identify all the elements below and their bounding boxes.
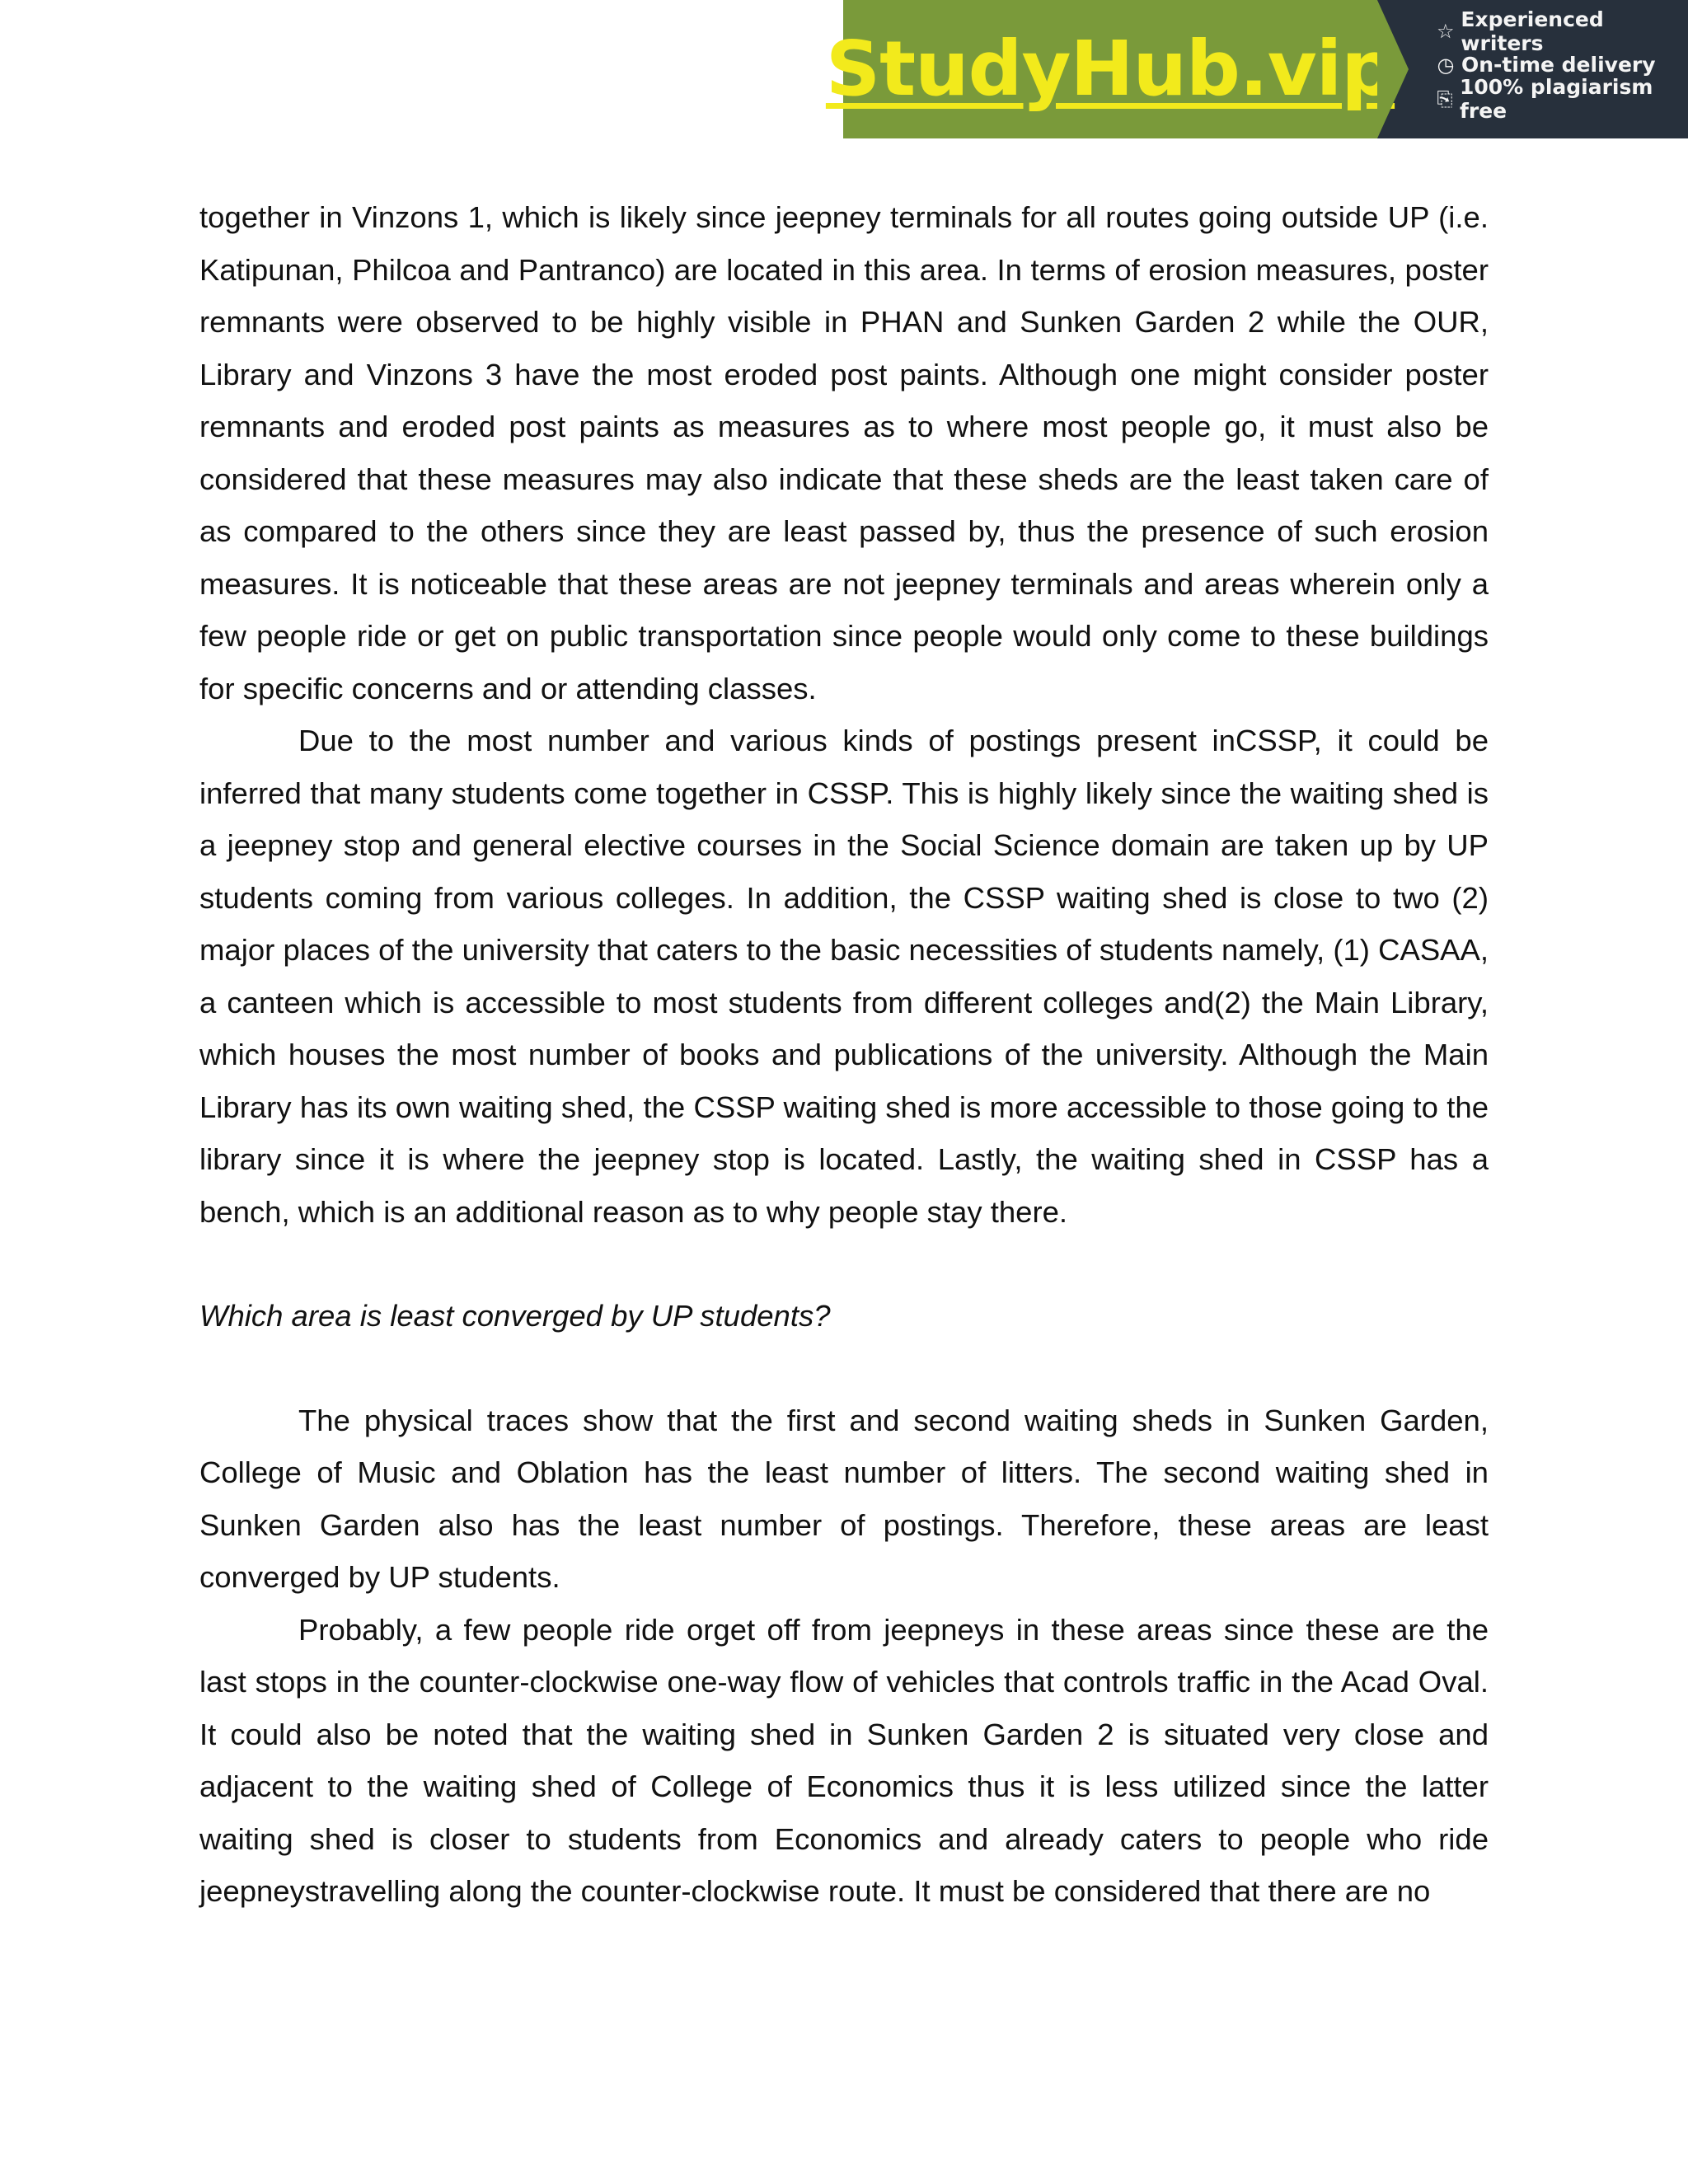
paragraph-cssp: Due to the most number and various kinds of postings present inCSSP, it could be inferred that many students come together in CSSP. This is highly likely since the waiting shed is a jeepney stop and general elective courses in the Social Science domain are taken up by UP students coming from various colleges. In addition, the CSSP waiting shed is close to two (2) major places of the university that caters to the basic necessities of students namely, (1) CASAA, a canteen which is accessible to most students from different colleges and(2) the Main Library, which houses the most number of books and publications of the university. Although the Main Library has its own waiting shed, the CSSP waiting shed is more accessible to those going to the library since it is where the jeepney stop is located. Lastly, the waiting shed in CSSP has a bench, which is an additional reason as to why people stay there. (199, 724, 1489, 1229)
feature-label: Experienced writers (1461, 7, 1604, 55)
feature-on-time-delivery (1435, 52, 1688, 77)
logo-text: StudyHub.vip (825, 25, 1395, 113)
copy-icon: ⎘ (1437, 87, 1453, 110)
clock-icon: ◷ (1437, 53, 1455, 77)
paragraph-physical-traces: The physical traces show that the first and second waiting sheds in Sunken Garden, College of Music and Oblation has the least number of litters. The second waiting shed in Sunken Garden also has the least number of postings. Therefore, these areas are least converged by UP students. (199, 1403, 1489, 1594)
feature-experienced-writers (1435, 7, 1688, 55)
document-page (199, 191, 1489, 1918)
paragraph-continuation: together in Vinzons 1, which is likely since jeepney terminals for all routes going outside UP (i.e. Katipunan, Philcoa and Pantranco) are located in this area. In terms of erosion measures, poster remnants were observed to be highly visible in PHAN and Sunken Garden 2 while the OUR, Library and Vinzons 3 have the most eroded post paints. Although one might consider poster remnants and eroded post paints as measures as to where most people go, it must also be considered that these measures may also indicate that these sheds are the least taken care of as compared to the others since they are least passed by, thus the presence of such erosion measures. It is noticeable that these areas are not jeepney terminals and areas wherein only a few people ride or get on public transportation since people would only come to these buildings for specific concerns and or attending classes. (199, 200, 1489, 705)
feature-plagiarism-free (1435, 74, 1688, 123)
studyhub-logo[interactable] (825, 0, 1395, 138)
feature-label: 100% plagiarism free (1459, 74, 1653, 123)
section-question: Which area is least converged by UP students? (199, 1299, 831, 1333)
studyhub-banner[interactable] (825, 0, 1688, 138)
feature-label: On-time delivery (1461, 53, 1656, 77)
star-icon: ☆ (1436, 19, 1455, 43)
banner-features-list (1377, 0, 1688, 138)
banner-arrow-shape (1377, 0, 1409, 138)
paragraph-probably: Probably, a few people ride orget off from jeepneys in these areas since these are the last stops in the counter-clockwise one-way flow of vehicles that controls traffic in the Acad Oval. It could also be noted that the waiting shed in Sunken Garden 2 is situated very close and adjacent to the waiting shed of College of Economics thus it is less utilized since the latter waiting shed is closer to students from Economics and already caters to people who ride jeepneystravelling along the counter-clockwise route. It must be considered that there are no (199, 1612, 1489, 1908)
